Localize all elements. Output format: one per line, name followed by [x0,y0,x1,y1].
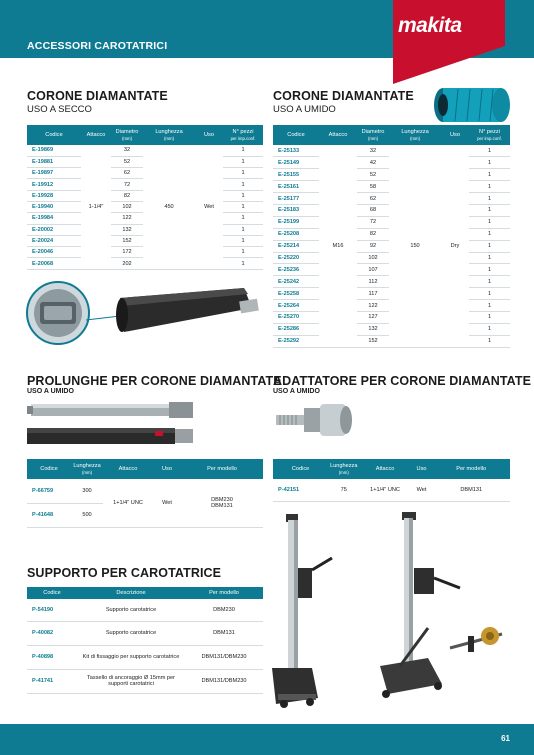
col-attacco: Attacco [319,125,357,145]
col-attacco: Attacco [359,459,410,479]
diameter-value: 102 [111,201,143,212]
col-diametro: Diametro (mm) [111,125,143,145]
diameter-value: 152 [357,335,389,347]
col-pezzi: N° pezzi per imp.conf. [223,125,263,145]
quantity-value: 1 [469,204,510,216]
diameter-value: 52 [111,156,143,167]
product-code: E-20002 [27,224,81,235]
col-codice: Codice [273,459,328,479]
product-code: E-25133 [273,145,319,157]
table-row [273,479,510,501]
brand-wordmark: makita [398,14,462,37]
product-code: E-25149 [273,157,319,169]
diameter-value: 172 [111,247,143,258]
adattatore-subtitle: USO A UMIDO [273,388,320,395]
diameter-value: 72 [357,216,389,228]
quantity-value: 1 [223,235,263,246]
col-descrizione: Descrizione [77,587,185,599]
footer-bar [0,724,534,755]
quantity-value: 1 [223,145,263,156]
diameter-value: 112 [357,276,389,288]
secco-subtitle: USO A SECCO [27,104,92,115]
diameter-value: 92 [357,240,389,252]
modello-value: DBM230 DBM131 [181,479,263,527]
length-value: 300 [71,479,103,503]
makita-logo [393,0,505,84]
extension-bars-image [27,398,207,454]
col-lunghezza: Lunghezza (mm) [328,459,359,479]
col-codice: Codice [27,587,77,599]
modello-value: DBM131 [432,479,510,501]
drill-stands-image [272,508,512,718]
quantity-value: 1 [469,300,510,312]
quantity-value: 1 [223,213,263,224]
col-diametro: Diametro (mm) [357,125,389,145]
adattatore-title: ADATTATORE PER CORONE DIAMANTATE [273,374,532,388]
quantity-value: 1 [469,311,510,323]
quantity-value: 1 [223,201,263,212]
page-number: 61 [501,734,510,743]
diameter-value: 32 [357,145,389,157]
attacco-value: 1+1/4" UNC [103,479,153,527]
quantity-value: 1 [469,335,510,347]
product-code: E-19881 [27,156,81,167]
quantity-value: 1 [469,157,510,169]
diameter-value: 52 [357,169,389,181]
uso-value: Dry [441,145,469,347]
quantity-value: 1 [223,258,263,269]
product-code: E-25286 [273,323,319,335]
product-code: E-19940 [27,201,81,212]
diameter-value: 122 [111,213,143,224]
wet-core-bit-image [430,84,512,126]
diameter-value: 202 [111,258,143,269]
umido-title: CORONE DIAMANTATE [273,89,414,103]
attacco-value: M16 [319,145,357,347]
product-code: E-20068 [27,258,81,269]
quantity-value: 1 [223,247,263,258]
quantity-value: 1 [469,276,510,288]
product-code: E-19928 [27,190,81,201]
diameter-value: 132 [357,323,389,335]
quantity-value: 1 [223,224,263,235]
col-modello: Per modello [432,459,510,479]
product-code: E-25161 [273,181,319,193]
product-code: E-25236 [273,264,319,276]
col-uso: Uso [411,459,433,479]
col-lunghezza: Lunghezza (mm) [143,125,195,145]
product-code: P-42151 [273,479,328,501]
description: Supporto carotatrice [77,621,185,645]
diameter-value: 42 [357,157,389,169]
diameter-value: 32 [111,145,143,156]
product-code: E-25214 [273,240,319,252]
quantity-value: 1 [469,193,510,205]
modello-value: DBM131/DBM230 [185,669,263,693]
description: Supporto carotatrice [77,599,185,621]
diameter-value: 62 [111,168,143,179]
quantity-value: 1 [469,145,510,157]
table-row [27,621,263,645]
length-value: 75 [328,479,359,501]
table-row [27,599,263,621]
umido-subtitle: USO A UMIDO [273,104,336,115]
product-code: E-20024 [27,235,81,246]
product-code: E-25183 [273,204,319,216]
diameter-value: 127 [357,311,389,323]
umido-table [273,125,510,348]
col-modello: Per modello [185,587,263,599]
product-code: E-25220 [273,252,319,264]
col-modello: Per modello [181,459,263,479]
attacco-value: 1-1/4" [81,145,111,269]
length-value: 150 [389,145,441,347]
col-attacco: Attacco [103,459,153,479]
product-code: E-25258 [273,288,319,300]
quantity-value: 1 [469,216,510,228]
description: Tassello di ancoraggio Ø 15mm per supporti carotatrici [77,669,185,693]
secco-title: CORONE DIAMANTATE [27,89,168,103]
product-code: E-19897 [27,168,81,179]
attacco-value: 1+1/4" UNC [359,479,410,501]
col-attacco: Attacco [81,125,111,145]
diameter-value: 58 [357,181,389,193]
product-code: E-19912 [27,179,81,190]
uso-value: Wet [411,479,433,501]
product-code: E-25199 [273,216,319,228]
diameter-value: 82 [111,190,143,201]
product-code: E-25242 [273,276,319,288]
product-code: P-41648 [27,503,71,527]
modello-value: DBM131 [185,621,263,645]
col-codice: Codice [273,125,319,145]
quantity-value: 1 [223,168,263,179]
uso-value: Wet [195,145,223,269]
product-code: P-41741 [27,669,77,693]
diameter-value: 132 [111,224,143,235]
diameter-value: 102 [357,252,389,264]
quantity-value: 1 [469,288,510,300]
diameter-value: 107 [357,264,389,276]
adapter-image [274,398,356,440]
quantity-value: 1 [469,228,510,240]
quantity-value: 1 [469,181,510,193]
table-row [273,145,510,157]
modello-value: DBM131/DBM230 [185,645,263,669]
col-lunghezza: Lunghezza (mm) [389,125,441,145]
product-code: P-40082 [27,621,77,645]
table-row [27,145,263,156]
product-code: E-25208 [273,228,319,240]
col-codice: Codice [27,459,71,479]
col-uso: Uso [441,125,469,145]
supporto-title: SUPPORTO PER CAROTATRICE [27,566,222,580]
diameter-value: 62 [357,193,389,205]
adattatore-table [273,459,510,502]
quantity-value: 1 [469,323,510,335]
product-code: E-25264 [273,300,319,312]
prolunghe-title: PROLUNGHE PER CORONE DIAMANTATE [27,374,282,388]
modello-value: DBM230 [185,599,263,621]
prolunghe-subtitle: USO A UMIDO [27,388,74,395]
length-value: 450 [143,145,195,269]
diameter-value: 72 [111,179,143,190]
table-row [27,645,263,669]
col-pezzi: N° pezzi per imp.conf. [469,125,510,145]
page-section-title: ACCESSORI CAROTATRICI [27,40,168,52]
col-lunghezza: Lunghezza (mm) [71,459,103,479]
quantity-value: 1 [223,190,263,201]
diameter-value: 117 [357,288,389,300]
diameter-value: 152 [111,235,143,246]
product-code: E-19984 [27,213,81,224]
uso-value: Wet [153,479,181,527]
quantity-value: 1 [469,240,510,252]
quantity-value: 1 [469,169,510,181]
product-code: E-20046 [27,247,81,258]
product-code: P-66759 [27,479,71,503]
supporto-table [27,587,263,694]
product-code: P-40898 [27,645,77,669]
diameter-value: 122 [357,300,389,312]
prolunghe-table [27,459,263,528]
table-row [27,479,263,503]
col-codice: Codice [27,125,81,145]
product-code: E-25177 [273,193,319,205]
table-row [27,669,263,693]
description: Kit di fissaggio per supporto carotatrice [77,645,185,669]
quantity-value: 1 [469,252,510,264]
product-code: E-25292 [273,335,319,347]
diameter-value: 68 [357,204,389,216]
product-code: E-25270 [273,311,319,323]
product-code: P-54190 [27,599,77,621]
col-uso: Uso [153,459,181,479]
quantity-value: 1 [223,156,263,167]
length-value: 500 [71,503,103,527]
quantity-value: 1 [223,179,263,190]
secco-table [27,125,263,270]
dry-core-bit-image [24,280,264,346]
product-code: E-19869 [27,145,81,156]
product-code: E-25155 [273,169,319,181]
quantity-value: 1 [469,264,510,276]
col-uso: Uso [195,125,223,145]
diameter-value: 82 [357,228,389,240]
